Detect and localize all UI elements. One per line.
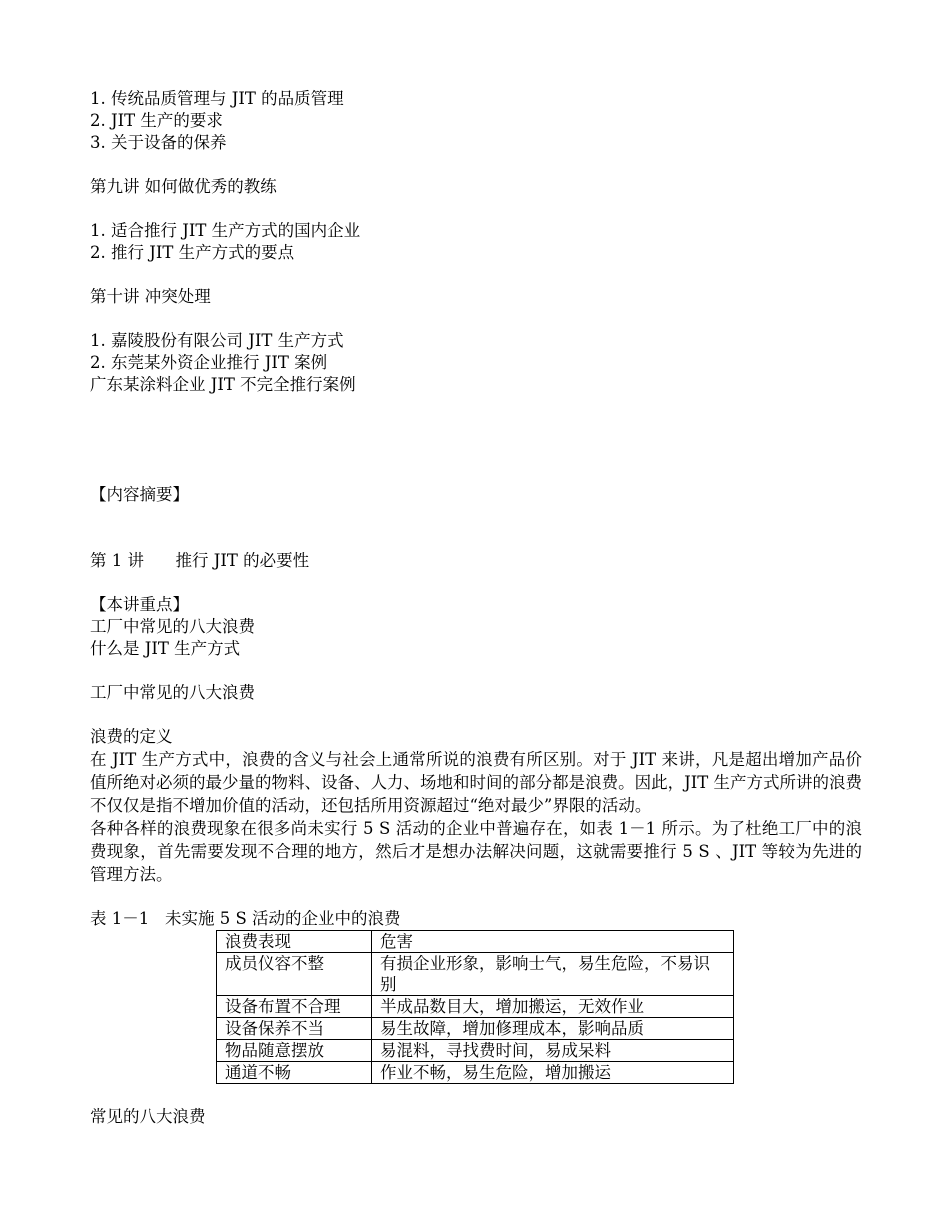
document-page (90, 88, 862, 1128)
table-cell: 易混料，寻找费时间，易成呆料 (372, 1040, 734, 1062)
table-cell: 通道不畅 (217, 1062, 372, 1084)
focus-item: 什么是 JIT 生产方式 (90, 639, 241, 658)
toc-group-2 (90, 220, 862, 264)
toc-item: 2. JIT 生产的要求 (90, 111, 223, 130)
definition-paragraph: 在 JIT 生产方式中，浪费的含义与社会上通常所说的浪费有所区别。对于 JIT 来讲，凡是超出增加产品价值所绝对必须的最少量的物料、设备、人力、场地和时间的部分都是浪费。因此，JIT 生产方式所讲的浪费不仅仅是指不增加价值的活动，还包括所用资源超过“绝对最少”界限的活动。 (90, 750, 862, 815)
table-cell: 成员仪容不整 (217, 953, 372, 996)
section-title: 工厂中常见的八大浪费 (90, 683, 255, 702)
waste-paragraph: 各种各样的浪费现象在很多尚未实行 5 S 活动的企业中普遍存在，如表 1－1 所示。为了杜绝工厂中的浪费现象，首先需要发现不合理的地方，然后才是想办法解决问题，这就需要推行 5 S 、JIT 等较为先进的管理方法。 (90, 819, 862, 884)
toc-item: 1. 传统品质管理与 JIT 的品质管理 (90, 89, 344, 108)
toc-item: 广东某涂料企业 JIT 不完全推行案例 (90, 375, 356, 394)
toc-group-1 (90, 88, 862, 154)
table-cell: 半成品数目大，增加搬运，无效作业 (372, 996, 734, 1018)
toc-group-3 (90, 330, 862, 396)
definition-heading: 浪费的定义 (90, 727, 173, 746)
toc-item: 2. 推行 JIT 生产方式的要点 (90, 243, 295, 262)
table-row (217, 953, 734, 996)
lecture-9-heading: 第九讲 如何做优秀的教练 (90, 177, 277, 196)
toc-item: 2. 东莞某外资企业推行 JIT 案例 (90, 353, 328, 372)
closing-heading: 常见的八大浪费 (90, 1107, 206, 1126)
table-caption: 表 1－1 未实施 5 S 活动的企业中的浪费 (90, 909, 401, 928)
toc-item: 1. 嘉陵股份有限公司 JIT 生产方式 (90, 331, 344, 350)
lecture-1-title: 第 1 讲 推行 JIT 的必要性 (90, 551, 310, 570)
table-header-cell: 浪费表现 (217, 931, 372, 953)
table-header-row (217, 931, 734, 953)
table-cell: 有损企业形象，影响士气，易生危险，不易识别 (372, 953, 734, 996)
toc-item: 1. 适合推行 JIT 生产方式的国内企业 (90, 221, 361, 240)
summary-heading: 【内容摘要】 (90, 485, 189, 504)
table-cell: 设备布置不合理 (217, 996, 372, 1018)
focus-item: 工厂中常见的八大浪费 (90, 617, 255, 636)
table-cell: 设备保养不当 (217, 1018, 372, 1040)
toc-item: 3. 关于设备的保养 (90, 133, 227, 152)
table-row (217, 1062, 734, 1084)
focus-heading: 【本讲重点】 (90, 595, 189, 614)
table-row (217, 996, 734, 1018)
table-cell: 易生故障，增加修理成本，影响品质 (372, 1018, 734, 1040)
table-cell: 作业不畅，易生危险，增加搬运 (372, 1062, 734, 1084)
waste-table (216, 930, 734, 1084)
table-row (217, 1040, 734, 1062)
table-row (217, 1018, 734, 1040)
lecture-10-heading: 第十讲 冲突处理 (90, 287, 211, 306)
table-cell: 物品随意摆放 (217, 1040, 372, 1062)
table-header-cell: 危害 (372, 931, 734, 953)
